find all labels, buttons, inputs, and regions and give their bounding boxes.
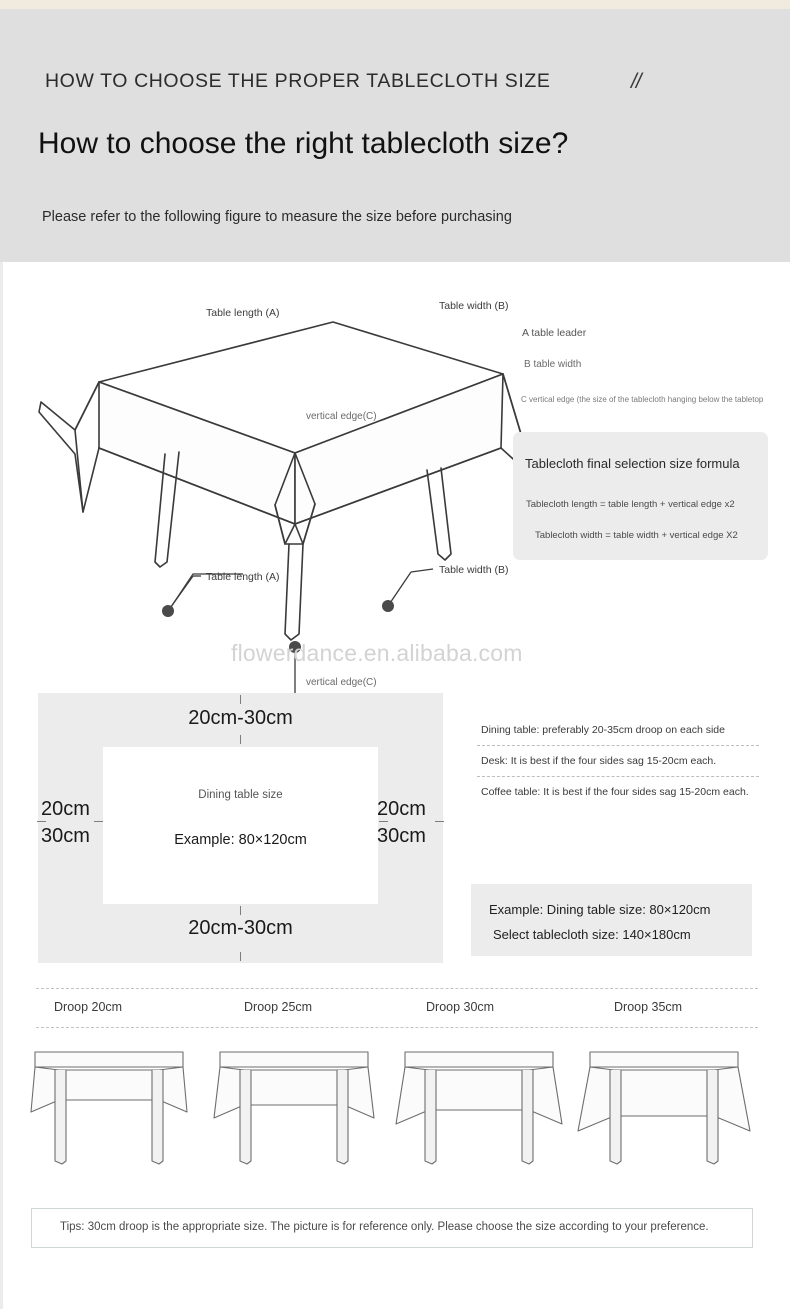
dim-right-2: 30cm <box>377 825 426 847</box>
droop-table-25 <box>214 1052 374 1164</box>
label-vertical-edge: vertical edge(C) <box>306 411 377 422</box>
inner-example: Example: 80×120cm <box>174 832 307 848</box>
label-table-width: Table width (B) <box>439 300 509 312</box>
formula-box <box>513 432 768 560</box>
tick-top-outer <box>240 695 241 704</box>
droop-label: Droop 35cm <box>614 1000 683 1014</box>
example-box <box>471 884 752 956</box>
recommendation-item: Coffee table: It is best if the four sides sag 15-20cm each. <box>481 786 749 798</box>
slash-decoration-icon: // <box>631 70 641 93</box>
tick-left-outer <box>37 821 46 822</box>
header-kicker: HOW TO CHOOSE THE PROPER TABLECLOTH SIZE <box>45 70 551 92</box>
callout-table-length <box>162 571 280 617</box>
droop-table-30 <box>396 1052 562 1164</box>
droop-label-row <box>36 988 758 1028</box>
top-accent-strip <box>0 0 790 9</box>
header-band <box>0 9 790 262</box>
svg-text:Table width (B): Table width (B) <box>439 564 509 576</box>
tips-box <box>31 1208 753 1248</box>
recommendation-item: Desk: It is best if the four sides sag 15-20cm each. <box>481 755 717 767</box>
label-table-length: Table length (A) <box>206 307 280 319</box>
droop-comparison-illustrations <box>3 1032 793 1202</box>
example-line-1: Example: Dining table size: 80×120cm <box>489 902 711 917</box>
droop-table-20 <box>31 1052 187 1164</box>
example-line-2: Select tablecloth size: 140×180cm <box>493 927 691 942</box>
page-subtitle: Please refer to the following figure to measure the size before purchasing <box>42 209 512 225</box>
tips-text: Tips: 30cm droop is the appropriate size. The picture is for reference only. Please choose the size according to your preference. <box>60 1221 709 1233</box>
svg-text:Table length (A): Table length (A) <box>206 571 280 583</box>
tick-right-inner <box>379 821 388 822</box>
dim-right-1: 20cm <box>377 798 426 820</box>
body-content <box>0 262 790 1309</box>
dim-bottom: 20cm-30cm <box>188 917 293 939</box>
droop-label: Droop 20cm <box>54 1000 123 1014</box>
callout-table-width <box>382 564 508 612</box>
tick-bottom-outer <box>240 952 241 961</box>
watermark: flowerdance.en.alibaba.com <box>231 640 523 666</box>
legend-item-c: C vertical edge (the size of the tablecloth hanging below the tabletop <box>521 395 764 404</box>
droop-table-35 <box>578 1052 750 1164</box>
dining-table-inner-rect <box>103 747 378 904</box>
droop-label: Droop 25cm <box>244 1000 313 1014</box>
legend-item-a: A table leader <box>522 327 587 339</box>
legend-item-b: B table width <box>524 359 582 370</box>
recommendation-item: Dining table: preferably 20-35cm droop on each side <box>481 724 725 736</box>
recommendation-list <box>473 715 763 807</box>
formula-line-1: Tablecloth length = table length + vertical edge x2 <box>526 499 735 510</box>
dim-left-1: 20cm <box>41 798 90 820</box>
tick-right-outer <box>435 821 444 822</box>
tick-top-inner <box>240 735 241 744</box>
dim-left-2: 30cm <box>41 825 90 847</box>
formula-line-2: Tablecloth width = table width + vertical edge X2 <box>535 530 738 541</box>
tick-bottom-inner <box>240 906 241 915</box>
tick-left-inner <box>94 821 103 822</box>
droop-label: Droop 30cm <box>426 1000 495 1014</box>
svg-text:vertical edge(C): vertical edge(C) <box>306 677 377 688</box>
page-title: How to choose the right tablecloth size? <box>38 127 569 160</box>
formula-title: Tablecloth final selection size formula <box>525 456 740 471</box>
inner-label: Dining table size <box>198 789 283 801</box>
dim-top: 20cm-30cm <box>188 707 293 729</box>
